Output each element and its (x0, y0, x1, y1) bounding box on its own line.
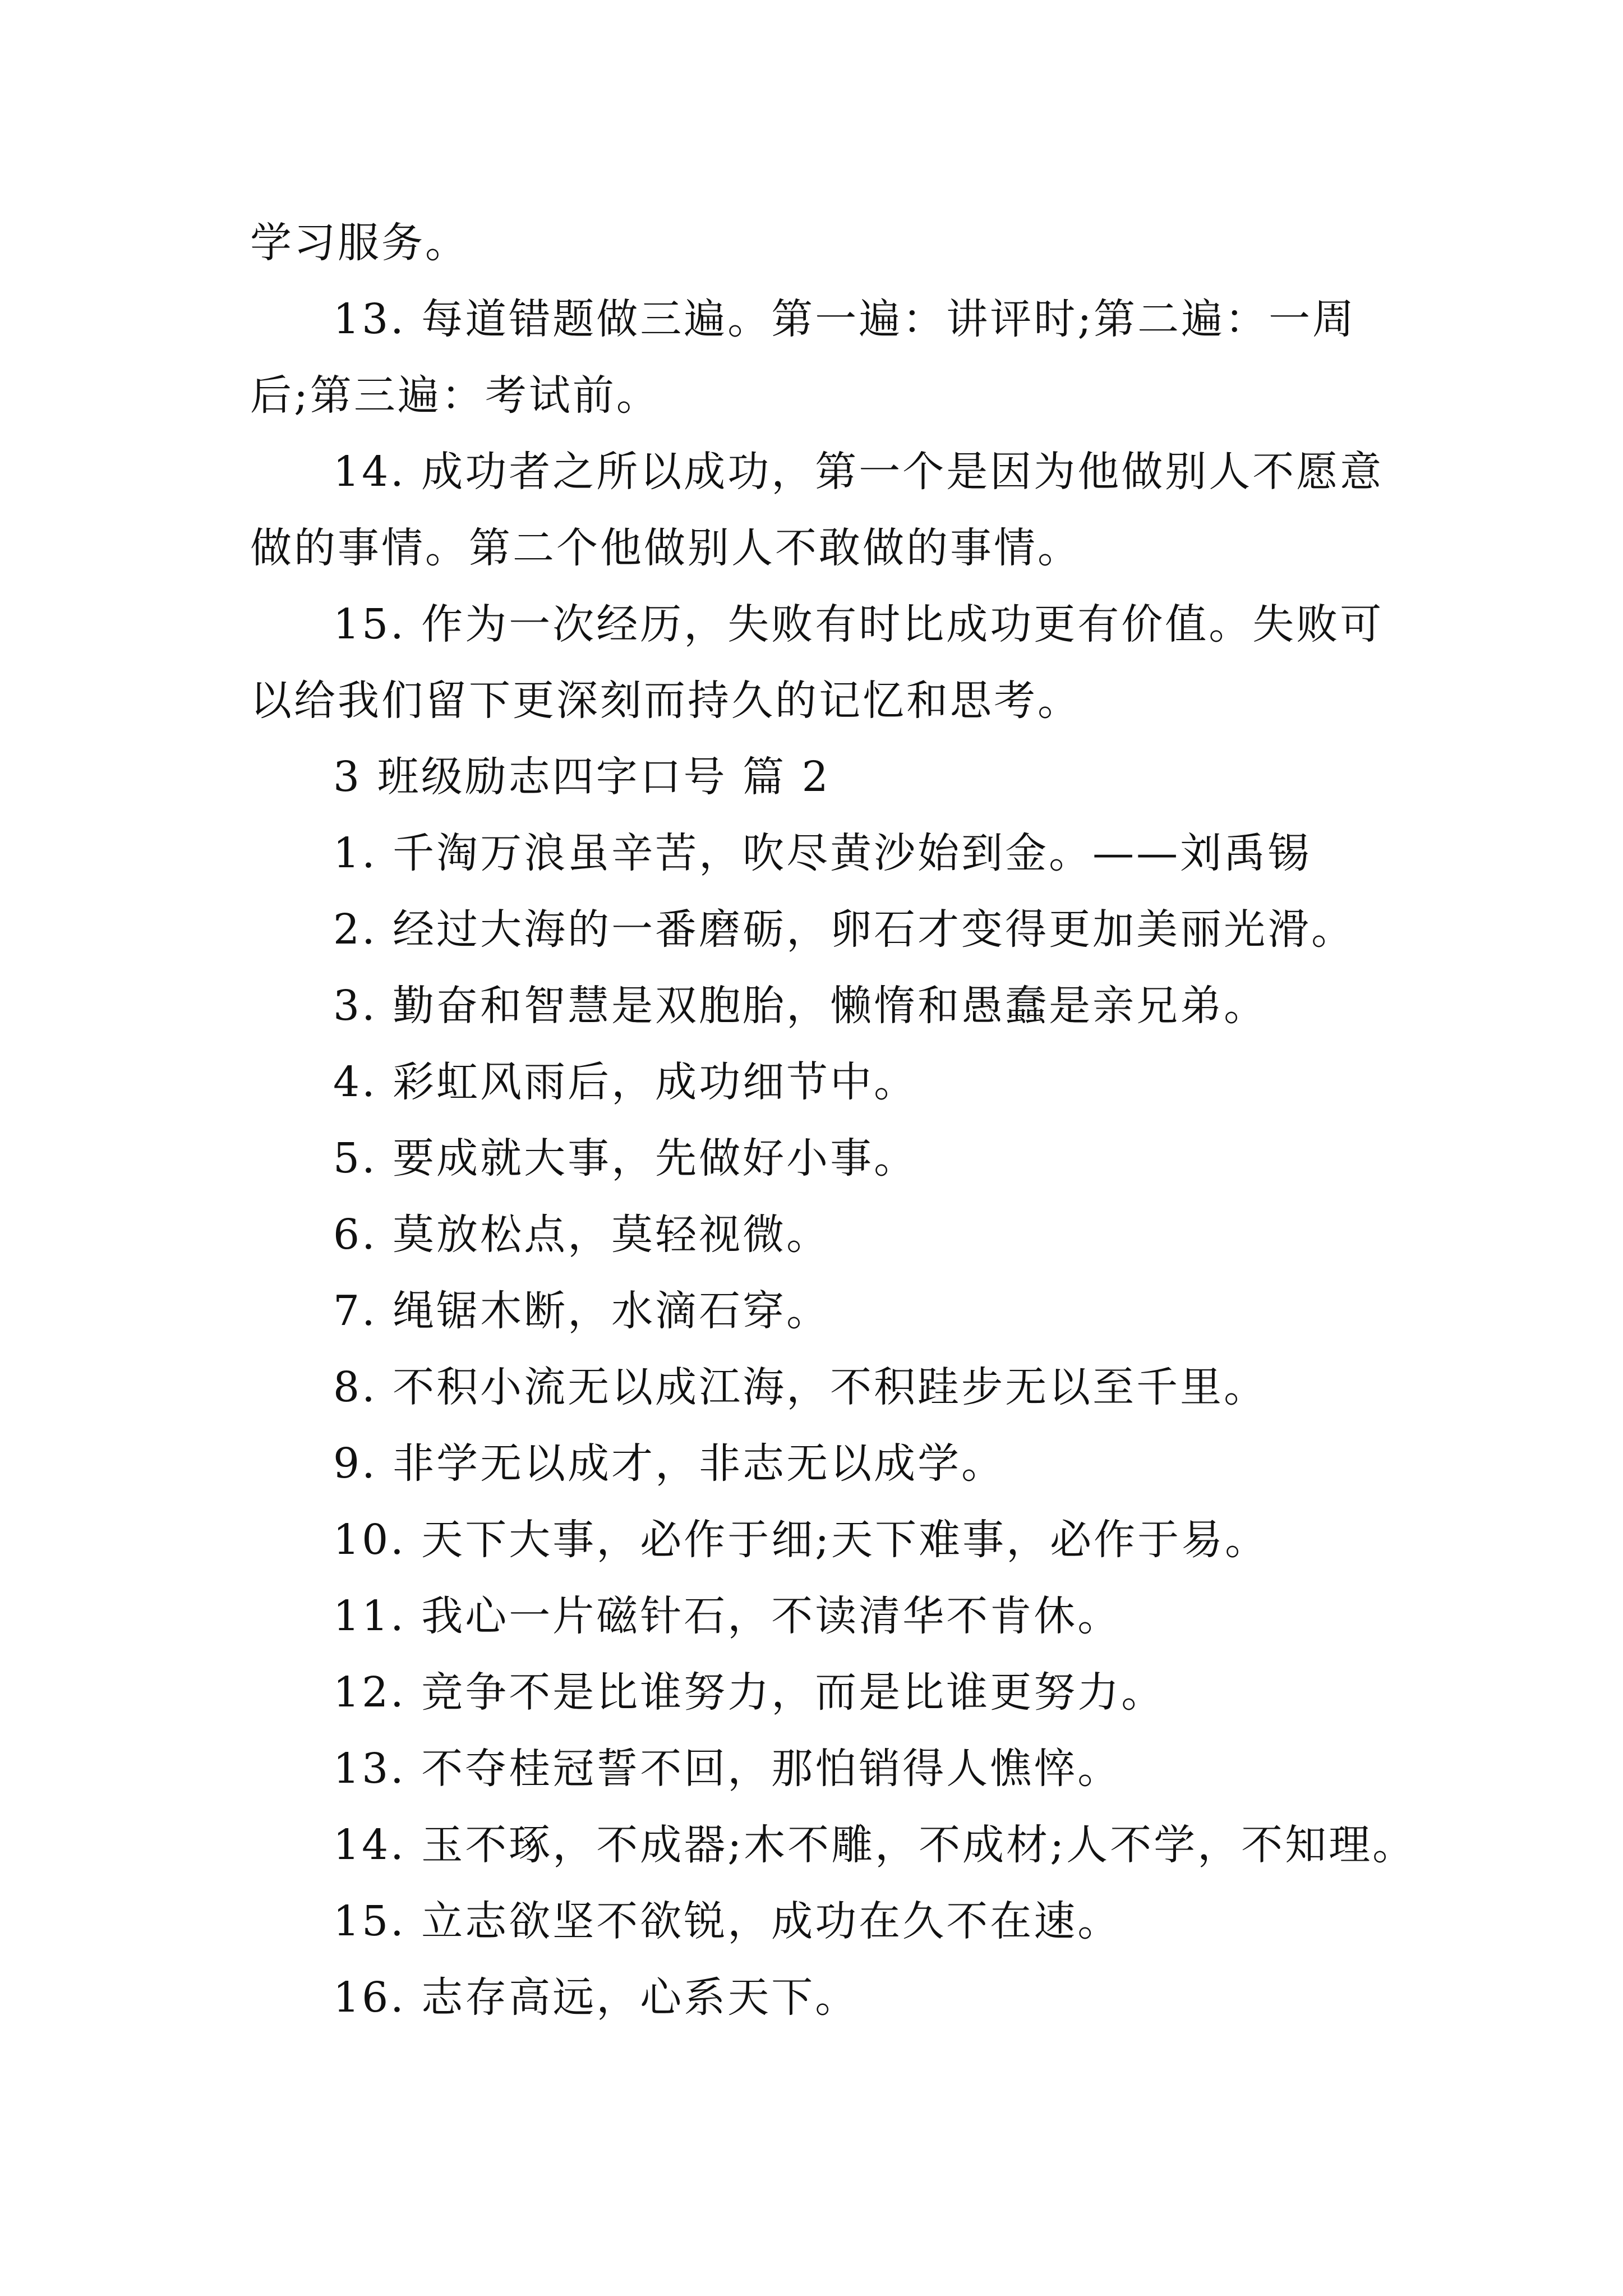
list-item: 14. 玉不琢，不成器;木不雕，不成材;人不学，不知理。 (333, 1821, 1417, 1869)
list-item: 2. 经过大海的一番磨砺，卵石才变得更加美丽光滑。 (333, 905, 1355, 954)
list-item: 10. 天下大事，必作于细;天下难事，必作于易。 (333, 1516, 1269, 1564)
list-item: 11. 我心一片磁针石，不读清华不肯休。 (333, 1592, 1122, 1640)
paragraph-item-15: 15. 作为一次经历，失败有时比成功更有价值。失败可以给我们留下更深刻而持久的记忆和思考。 (250, 600, 1384, 725)
section-heading: 3 班级励志四字口号 篇 2 (333, 753, 831, 801)
list-item: 8. 不积小流无以成江海，不积跬步无以至千里。 (333, 1363, 1268, 1411)
list-item: 15. 立志欲坚不欲锐，成功在久不在速。 (333, 1897, 1122, 1945)
list-item: 5. 要成就大事，先做好小事。 (333, 1134, 918, 1182)
list-item: 9. 非学无以成才，非志无以成学。 (333, 1439, 1006, 1488)
list-item: 3. 勤奋和智慧是双胞胎，懒惰和愚蠢是亲兄弟。 (333, 982, 1268, 1030)
list-item: 4. 彩虹风雨后，成功细节中。 (333, 1058, 918, 1106)
list-item: 1. 千淘万浪虽辛苦，吹尽黄沙始到金。——刘禹锡 (333, 829, 1312, 877)
list-item: 16. 志存高远，心系天下。 (333, 1973, 859, 2022)
list-item: 6. 莫放松点，莫轻视微。 (333, 1211, 831, 1259)
paragraph-item-14: 14. 成功者之所以成功，第一个是因为他做别人不愿意做的事情。第二个他做别人不敢做的事情。 (250, 448, 1384, 572)
document-body (250, 205, 1417, 2036)
paragraph-item-13: 13. 每道错题做三遍。第一遍：讲评时;第二遍：一周后;第三遍：考试前。 (250, 295, 1357, 420)
paragraph-continuation: 学习服务。 (250, 219, 469, 267)
list-item: 7. 绳锯木断，水滴石穿。 (333, 1287, 831, 1335)
list-item: 13. 不夺桂冠誓不回，那怕销得人憔悴。 (333, 1745, 1122, 1793)
list-item: 12. 竞争不是比谁努力，而是比谁更努力。 (333, 1668, 1165, 1717)
